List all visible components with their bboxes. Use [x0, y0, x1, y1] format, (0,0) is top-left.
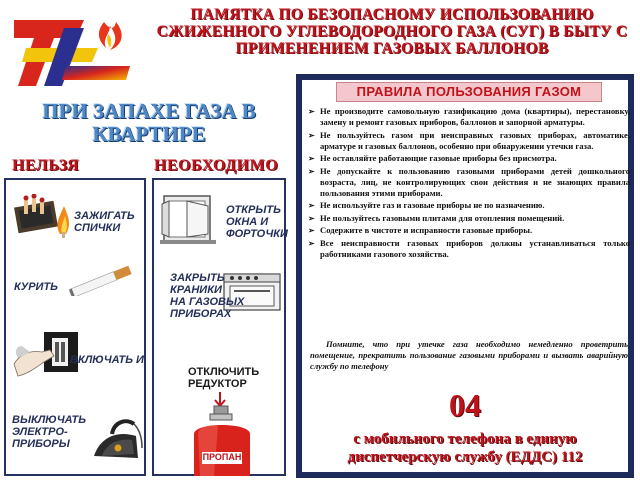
forbidden-actions-panel	[4, 178, 146, 476]
label-line: ВЫКЛЮЧАТЬ	[12, 414, 86, 426]
required-actions-panel	[152, 178, 286, 476]
label-line: ПРИБОРЫ	[12, 438, 70, 450]
rule-text: Не производите самовольную газификацию дома (квартиры), перестановку, замену и ремонт газовых приборов, баллонов и запорной арматуры.	[320, 106, 630, 128]
rule-text: Не используйте газ и газовые приборы не по назначению.	[320, 200, 545, 211]
forbidden-item-label	[14, 281, 58, 293]
rule-item	[308, 213, 630, 224]
remember-note: Помните, что при утечке газа необходимо немедленно проветрить помещение, прекратить пользование газовыми приборами и вызвать аварийную службу по телефону	[310, 339, 628, 372]
rule-item	[308, 130, 630, 152]
label-line: КРАНИКИ	[170, 284, 222, 296]
rule-text: Содержите в чистоте и исправности газовые приборы.	[320, 225, 533, 236]
label-line: ЭЛЕКТРО-	[12, 426, 68, 438]
required-item-label	[188, 366, 259, 390]
label-line: НА ГАЗОВЫХ	[170, 296, 245, 308]
check-bullet-icon: ➢	[308, 130, 315, 140]
rule-item	[308, 225, 630, 236]
check-bullet-icon: ➢	[308, 226, 315, 236]
label-line: ОКНА И	[226, 216, 269, 228]
check-bullet-icon: ➢	[308, 107, 315, 116]
label-line: РЕДУКТОР	[188, 378, 247, 390]
cylinder-label: ПРОПАН	[202, 452, 242, 462]
rule-item	[308, 200, 630, 211]
heading-line: КВАРТИРЕ	[92, 122, 206, 146]
title-line: ПАМЯТКА ПО БЕЗОПАСНОМУ ИСПОЛЬЗОВАНИЮ	[190, 6, 594, 23]
rule-text: Не пользуйтесь газовыми плитами для отопления помещений.	[320, 212, 565, 223]
rule-text: Не допускайте к пользованию газовыми приборами детей дошкольного возраста, лиц, не контролирующих свои действия и не знающих правила пользования этими приборами.	[320, 165, 630, 198]
rule-text: Все неисправности газовых приборов должны устанавливаться только работниками газового хозяйства.	[320, 237, 630, 259]
cigarette-icon	[66, 266, 136, 296]
label-line: СПИЧКИ	[74, 222, 121, 234]
label-line: ПРИБОРАХ	[170, 308, 232, 320]
gas-cylinder-icon	[184, 404, 260, 476]
rule-item	[308, 153, 630, 164]
check-bullet-icon: ➢	[308, 213, 315, 223]
forbidden-item-label	[70, 354, 144, 366]
rule-item	[308, 166, 630, 200]
label-line: КУРИТЬ	[14, 281, 58, 293]
rule-text: Не оставляйте работающие газовые приборы без присмотра.	[320, 153, 557, 164]
iron-icon	[88, 408, 144, 464]
label-line: ВКЛЮЧАТЬ И	[70, 354, 144, 366]
rule-item	[308, 238, 630, 260]
forbidden-item-label	[74, 210, 135, 234]
required-heading: НЕОБХОДИМО	[154, 157, 279, 174]
gas-service-logo-icon	[6, 8, 134, 90]
emergency-phone-number: 04	[449, 387, 481, 423]
heading-line: ПРИ ЗАПАХЕ ГАЗА В	[42, 99, 256, 123]
phone-note-line: с мобильного телефона в единую	[353, 431, 577, 447]
title-line: ПРИМЕНЕНИЕМ ГАЗОВЫХ БАЛЛОНОВ	[235, 40, 549, 57]
label-line: ЗАЖИГАТЬ	[74, 210, 135, 222]
forbidden-heading: НЕЛЬЗЯ	[12, 157, 80, 174]
rules-list	[308, 106, 630, 261]
forbidden-item-label	[12, 414, 86, 450]
required-item-label	[170, 272, 244, 320]
rule-item	[308, 106, 630, 128]
title-line: СЖИЖЕННОГО УГЛЕВОДОРОДНОГО ГАЗА (СУГ) В БЫТУ С	[156, 23, 628, 40]
required-item-label	[226, 204, 288, 240]
check-bullet-icon: ➢	[308, 201, 315, 211]
rule-text: Не пользуйтесь газом при неисправных газовых приборах, автоматике, арматуре и газовых баллонов, особенно при обнаружении утечки газа.	[320, 129, 630, 151]
mobile-phone-note	[302, 430, 628, 466]
gas-smell-heading	[14, 100, 284, 146]
label-line: ЗАКРЫТЬ	[170, 272, 225, 284]
phone-note-line: диспетчерскую службу (ЕДДС) 112	[347, 449, 583, 465]
label-line: ОТКРЫТЬ	[226, 204, 281, 216]
check-bullet-icon: ➢	[308, 238, 315, 248]
window-icon	[160, 194, 220, 246]
rules-content	[301, 79, 629, 473]
label-line: ФОРТОЧКИ	[226, 228, 288, 240]
label-line: ОТКЛЮЧИТЬ	[188, 366, 260, 378]
gas-usage-rules-panel	[296, 74, 634, 478]
check-bullet-icon: ➢	[308, 154, 315, 164]
page-title	[148, 6, 636, 57]
rules-title: ПРАВИЛА ПОЛЬЗОВАНИЯ ГАЗОМ	[336, 82, 602, 102]
check-bullet-icon: ➢	[308, 166, 315, 176]
matches-icon	[10, 194, 72, 238]
